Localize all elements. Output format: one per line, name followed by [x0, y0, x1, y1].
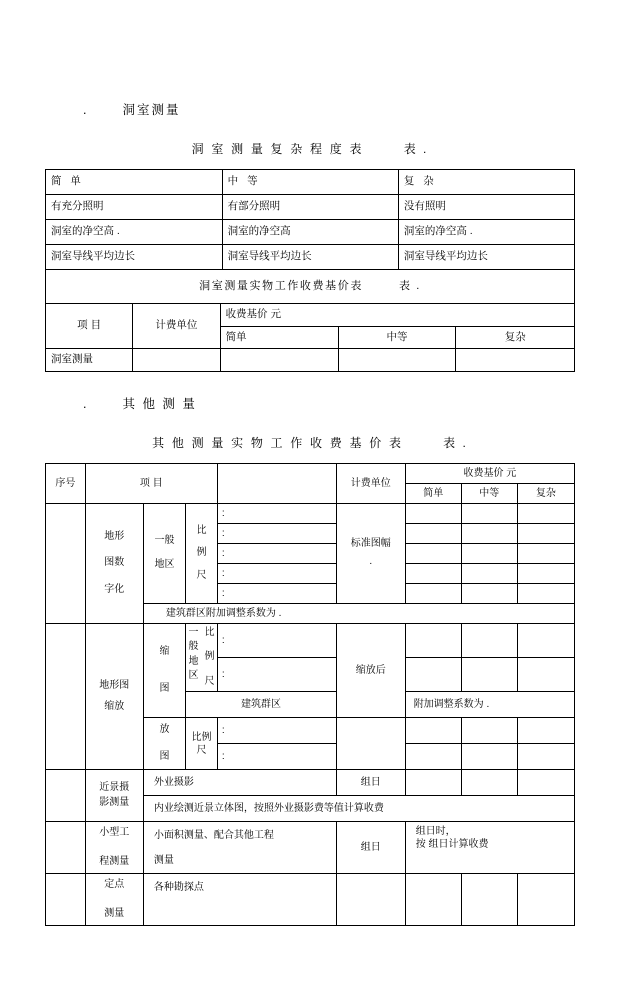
cell-group1-scale-value-5: :	[217, 583, 336, 603]
cell-fee-medium	[461, 658, 517, 692]
cell-group-photogrammetry	[85, 770, 143, 822]
table-other-survey-fee	[45, 463, 575, 927]
cell-fee-simple	[220, 349, 338, 372]
group1-scale-line-2: 例	[196, 547, 207, 559]
cell-fee-complex	[517, 583, 574, 603]
table-row	[46, 170, 575, 195]
header-simple: 简 单	[46, 170, 223, 195]
cell-group2-scale-value-1: :	[217, 623, 336, 657]
cell-fee-medium	[461, 583, 517, 603]
table-row	[46, 623, 575, 657]
cell-group3-unit: 组日	[336, 770, 405, 796]
table-b-title-tail: 表 .	[398, 280, 421, 293]
cell-group2-unit: 缩放后	[336, 623, 405, 718]
header-complex: 复 杂	[398, 170, 574, 195]
group1-name-line-3: 字化	[104, 583, 125, 595]
cell-fee-medium	[461, 543, 517, 563]
group1-name-line-1: 地形	[104, 530, 125, 542]
cell-lighting-complex: 没有照明	[398, 195, 574, 220]
group2-name-line-2: 缩放	[104, 700, 125, 712]
cell-group3-field-photo: 外业摄影	[143, 770, 336, 796]
table-row	[46, 770, 575, 796]
cell-fee-simple	[405, 874, 461, 926]
header-fee-base: 收费基价 元	[220, 304, 574, 327]
cell-group1-scale-value-4: :	[217, 563, 336, 583]
cell-fee-complex	[517, 563, 574, 583]
cell-seq-4	[46, 822, 86, 874]
group1-name-line-2: 图数	[104, 557, 125, 569]
cell-fee-simple	[405, 523, 461, 543]
cell-sidelen-simple: 洞室导线平均边长	[46, 245, 223, 270]
header-fee-simple: 简单	[220, 326, 338, 349]
cell-group2-unit-2	[336, 718, 405, 770]
group3-name-line-1: 近景摄	[99, 782, 130, 794]
cell-group1-note: 建筑群区附加调整系数为 .	[143, 603, 574, 623]
cell-fee-medium	[461, 523, 517, 543]
cell-group2-scale-value-3: :	[217, 718, 336, 744]
cell-fee-simple	[405, 543, 461, 563]
table-row	[46, 304, 575, 327]
cell-fee-medium	[461, 744, 517, 770]
cell-group-scaling	[85, 623, 143, 770]
group2-name-line-1: 地形图	[99, 680, 130, 692]
table-cave-complexity	[45, 169, 575, 270]
table-row	[46, 822, 575, 848]
header-item: 项 目	[85, 463, 217, 503]
table-row	[46, 195, 575, 220]
cell-group2-adjust-note: 附加调整系数为 .	[405, 692, 574, 718]
header-unit: 计费单位	[336, 463, 405, 503]
cell-fee-complex	[517, 623, 574, 657]
section-2-title: 其 他 测 量	[122, 396, 197, 411]
table-row	[46, 270, 575, 304]
table-b-title	[46, 270, 575, 304]
header-fee-medium: 中等	[338, 326, 456, 349]
table-cave-fee	[45, 269, 575, 372]
cell-seq-2	[46, 623, 86, 770]
header-fee-medium: 中等	[461, 483, 517, 503]
cell-group4-item-line-2: 测量	[143, 848, 336, 874]
header-fee-base: 收费基价 元	[405, 463, 574, 483]
cell-group-fixed-point	[85, 874, 143, 926]
group1-unit-line-1: 标准图幅	[350, 537, 391, 549]
header-fee-complex: 复杂	[456, 326, 575, 349]
cell-unit	[133, 349, 220, 372]
cell-fee-simple	[405, 770, 461, 796]
cell-group-digitize	[85, 503, 143, 623]
cell-group4-unit: 组日	[336, 822, 405, 874]
table-a-title	[45, 140, 575, 157]
cell-group2-building-zone: 建筑群区	[186, 692, 337, 718]
cell-group2-general-scale	[186, 623, 218, 692]
cell-fee-complex	[517, 770, 574, 796]
table-c-title	[45, 434, 575, 451]
cell-fee-medium	[461, 503, 517, 523]
table-row	[46, 463, 575, 483]
cell-group1-scale-value-2: :	[217, 523, 336, 543]
cell-group2-reduce-label	[143, 623, 185, 718]
cell-height-complex: 洞室的净空高 .	[398, 220, 574, 245]
table-row	[46, 245, 575, 270]
group2-general-area-label: 一 般 地 区	[188, 626, 199, 682]
section-1-number: .	[83, 103, 87, 117]
cell-lighting-medium: 有部分照明	[222, 195, 398, 220]
cell-group2-enlarge-scale: 比例尺	[186, 718, 218, 770]
cell-sidelen-medium: 洞室导线平均边长	[222, 245, 398, 270]
cell-fee-simple	[405, 563, 461, 583]
cell-sidelen-complex: 洞室导线平均边长	[398, 245, 574, 270]
cell-group4-item-line-1: 小面积测量、配合其他工程	[143, 822, 336, 848]
cell-fee-medium	[461, 718, 517, 744]
group4-fee-line-2: 按 组日计算收费	[415, 839, 489, 851]
cell-fee-medium	[338, 349, 456, 372]
cell-fee-simple	[405, 744, 461, 770]
cell-group3-indoor-note: 内业绘测近景立体图，按照外业摄影费等值计算收费	[143, 796, 574, 822]
table-row	[46, 349, 575, 372]
group2-sub1-line-1: 缩	[159, 646, 170, 658]
cell-group4-fee-note	[405, 822, 574, 874]
header-medium: 中 等	[222, 170, 398, 195]
section-2-number: .	[83, 396, 87, 411]
table-b-title-text: 洞室测量实物工作收费基价表	[199, 280, 363, 293]
table-row	[46, 874, 575, 900]
cell-fee-complex	[517, 523, 574, 543]
cell-seq-1	[46, 503, 86, 623]
cell-fee-complex	[517, 503, 574, 523]
group2-sub2-line-2: 图	[159, 750, 170, 762]
section-1-title: 洞室测量	[122, 103, 181, 117]
cell-group5-unit	[336, 874, 405, 926]
cell-group5-item: 各种勘探点	[143, 874, 336, 900]
section-1-heading	[45, 100, 575, 118]
cell-group2-scale-value-4: :	[217, 744, 336, 770]
cell-seq-5	[46, 874, 86, 926]
cell-fee-medium	[461, 874, 517, 926]
group1-scale-line-3: 尺	[196, 569, 207, 581]
group1-sub-line-1: 一般	[154, 534, 175, 546]
group4-name-line-2: 程测量	[99, 855, 130, 867]
table-a-title-tail: 表 .	[403, 142, 429, 156]
cell-item-cave-survey: 洞室测量	[46, 349, 133, 372]
cell-fee-complex	[517, 543, 574, 563]
cell-fee-medium	[461, 563, 517, 583]
group5-name-line-2: 测量	[104, 907, 125, 919]
cell-group1-scale-value-1: :	[217, 503, 336, 523]
header-item: 项 目	[46, 304, 133, 349]
cell-fee-medium	[461, 623, 517, 657]
group2-sub2-line-1: 放	[159, 724, 170, 736]
group4-name-line-1: 小型工	[99, 827, 130, 839]
cell-fee-simple	[405, 503, 461, 523]
group2-scale-label: 比 例 尺	[204, 626, 215, 687]
group1-sub-line-2: 地区	[154, 559, 175, 571]
cell-group2-enlarge-label	[143, 718, 185, 770]
cell-fee-medium	[461, 770, 517, 796]
table-row	[46, 503, 575, 523]
header-unit: 计费单位	[133, 304, 220, 349]
section-2-heading	[45, 394, 575, 412]
group4-fee-line-1: 组日时，	[415, 826, 456, 838]
header-item-spacer	[217, 463, 336, 503]
cell-fee-simple	[405, 718, 461, 744]
cell-lighting-simple: 有充分照明	[46, 195, 223, 220]
cell-group-small-project	[85, 822, 143, 874]
header-fee-complex: 复杂	[517, 483, 574, 503]
cell-seq-3	[46, 770, 86, 822]
header-fee-simple: 简单	[405, 483, 461, 503]
cell-fee-simple	[405, 658, 461, 692]
group3-name-line-2: 影测量	[99, 796, 130, 808]
cell-fee-simple	[405, 583, 461, 603]
cell-height-simple: 洞室的净空高 .	[46, 220, 223, 245]
cell-fee-complex	[517, 718, 574, 744]
table-c-title-text: 其 他 测 量 实 物 工 作 收 费 基 价 表	[152, 435, 404, 450]
cell-group5-item-blank	[143, 900, 336, 926]
cell-fee-complex	[517, 744, 574, 770]
cell-fee-complex	[517, 874, 574, 926]
header-seq: 序号	[46, 463, 86, 503]
table-row	[46, 220, 575, 245]
cell-group1-general-area	[143, 503, 185, 603]
cell-group1-unit	[336, 503, 405, 603]
group5-name-line-1: 定点	[104, 879, 125, 891]
cell-group1-scale-label	[186, 503, 218, 603]
cell-height-medium: 洞室的净空高	[222, 220, 398, 245]
cell-group1-scale-value-3: :	[217, 543, 336, 563]
group1-unit-line-2: .	[369, 556, 373, 568]
cell-fee-complex	[456, 349, 575, 372]
group2-sub1-line-2: 图	[159, 682, 170, 694]
cell-fee-simple	[405, 623, 461, 657]
cell-fee-complex	[517, 658, 574, 692]
table-c-title-tail: 表 .	[443, 435, 468, 450]
table-a-title-text: 洞 室 测 量 复 杂 程 度 表	[191, 142, 364, 156]
cell-group2-scale-value-2: :	[217, 658, 336, 692]
group1-scale-line-1: 比	[196, 524, 207, 536]
